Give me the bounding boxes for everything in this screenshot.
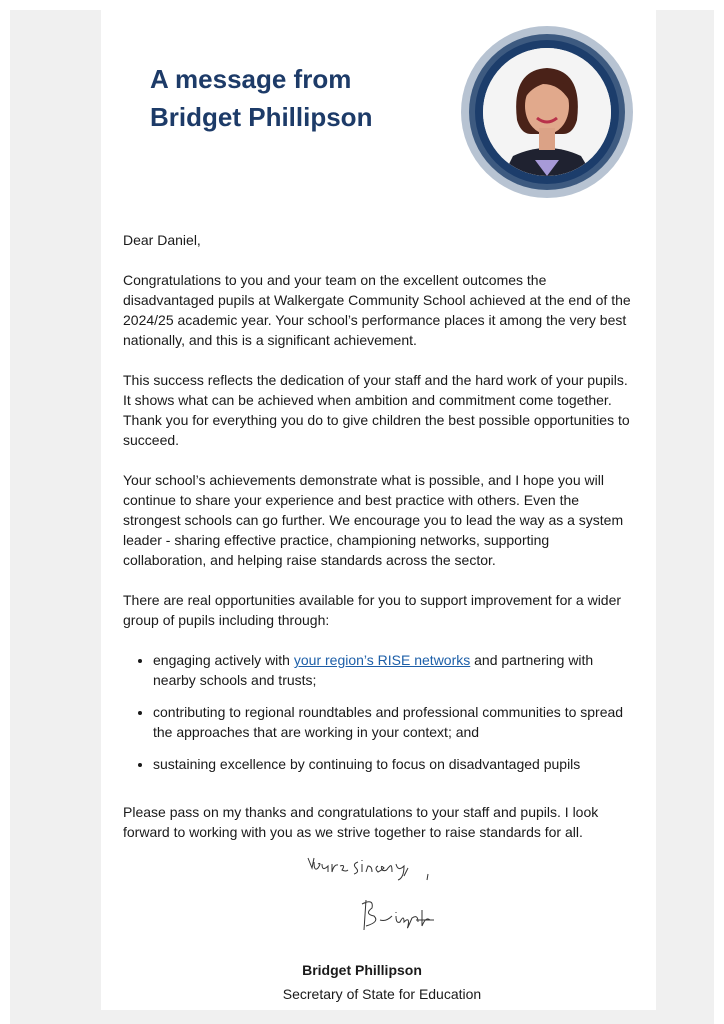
paragraph: Please pass on my thanks and congratulations to your staff and pupils. I look forward to working with you as we strive together to raise standards for all. [123, 804, 599, 840]
paragraph: Congratulations to you and your team on the excellent outcomes the disadvantaged pupils at Walkergate Community School achieved at the end of the 2024/25 academic year. Your school’s performance places it among the very best nationally, and this is a significant achievement. [123, 272, 631, 348]
signatory-role: Secretary of State for Education [282, 986, 482, 1002]
letter-body [123, 230, 633, 862]
salutation: Dear Daniel, [123, 232, 201, 248]
paragraph: Your school’s achievements demonstrate what is possible, and I hope you will continue to share your experience and best practice with others. Even the strongest schools can go further. We encourage you to lead the way as a system leader - sharing effective practice, championing networks, supporting collaboration, and helping raise standards across the sector. [123, 472, 624, 568]
paragraph: There are real opportunities available for you to support improvement for a wider group of pupils including through: [123, 592, 622, 628]
paragraph: This success reflects the dedication of your staff and the hard work of your pupils. It shows what can be achieved when ambition and commitment come together. Thank you for everything you do to give children the best possible opportunities to succeed. [123, 372, 630, 448]
signatory-name: Bridget Phillipson [302, 962, 422, 978]
list-item: • contributing to regional roundtables and professional communities to spread the approaches that are working in your context; and [153, 702, 633, 742]
title-line-1: A message from [150, 64, 352, 94]
list-item: • sustaining excellence by continuing to focus on disadvantaged pupils [153, 754, 633, 774]
title-line-2: Bridget Phillipson [150, 102, 373, 132]
portrait-frame [461, 26, 633, 198]
rise-networks-link[interactable]: your region’s RISE networks [293, 652, 471, 668]
list-item: • engaging actively with your region’s RISE networks and partnering with nearby schools and trusts; [153, 650, 633, 690]
portrait-photo [483, 48, 611, 176]
page-title [150, 60, 372, 136]
opportunities-list [123, 650, 633, 774]
handwritten-signature [300, 850, 460, 940]
